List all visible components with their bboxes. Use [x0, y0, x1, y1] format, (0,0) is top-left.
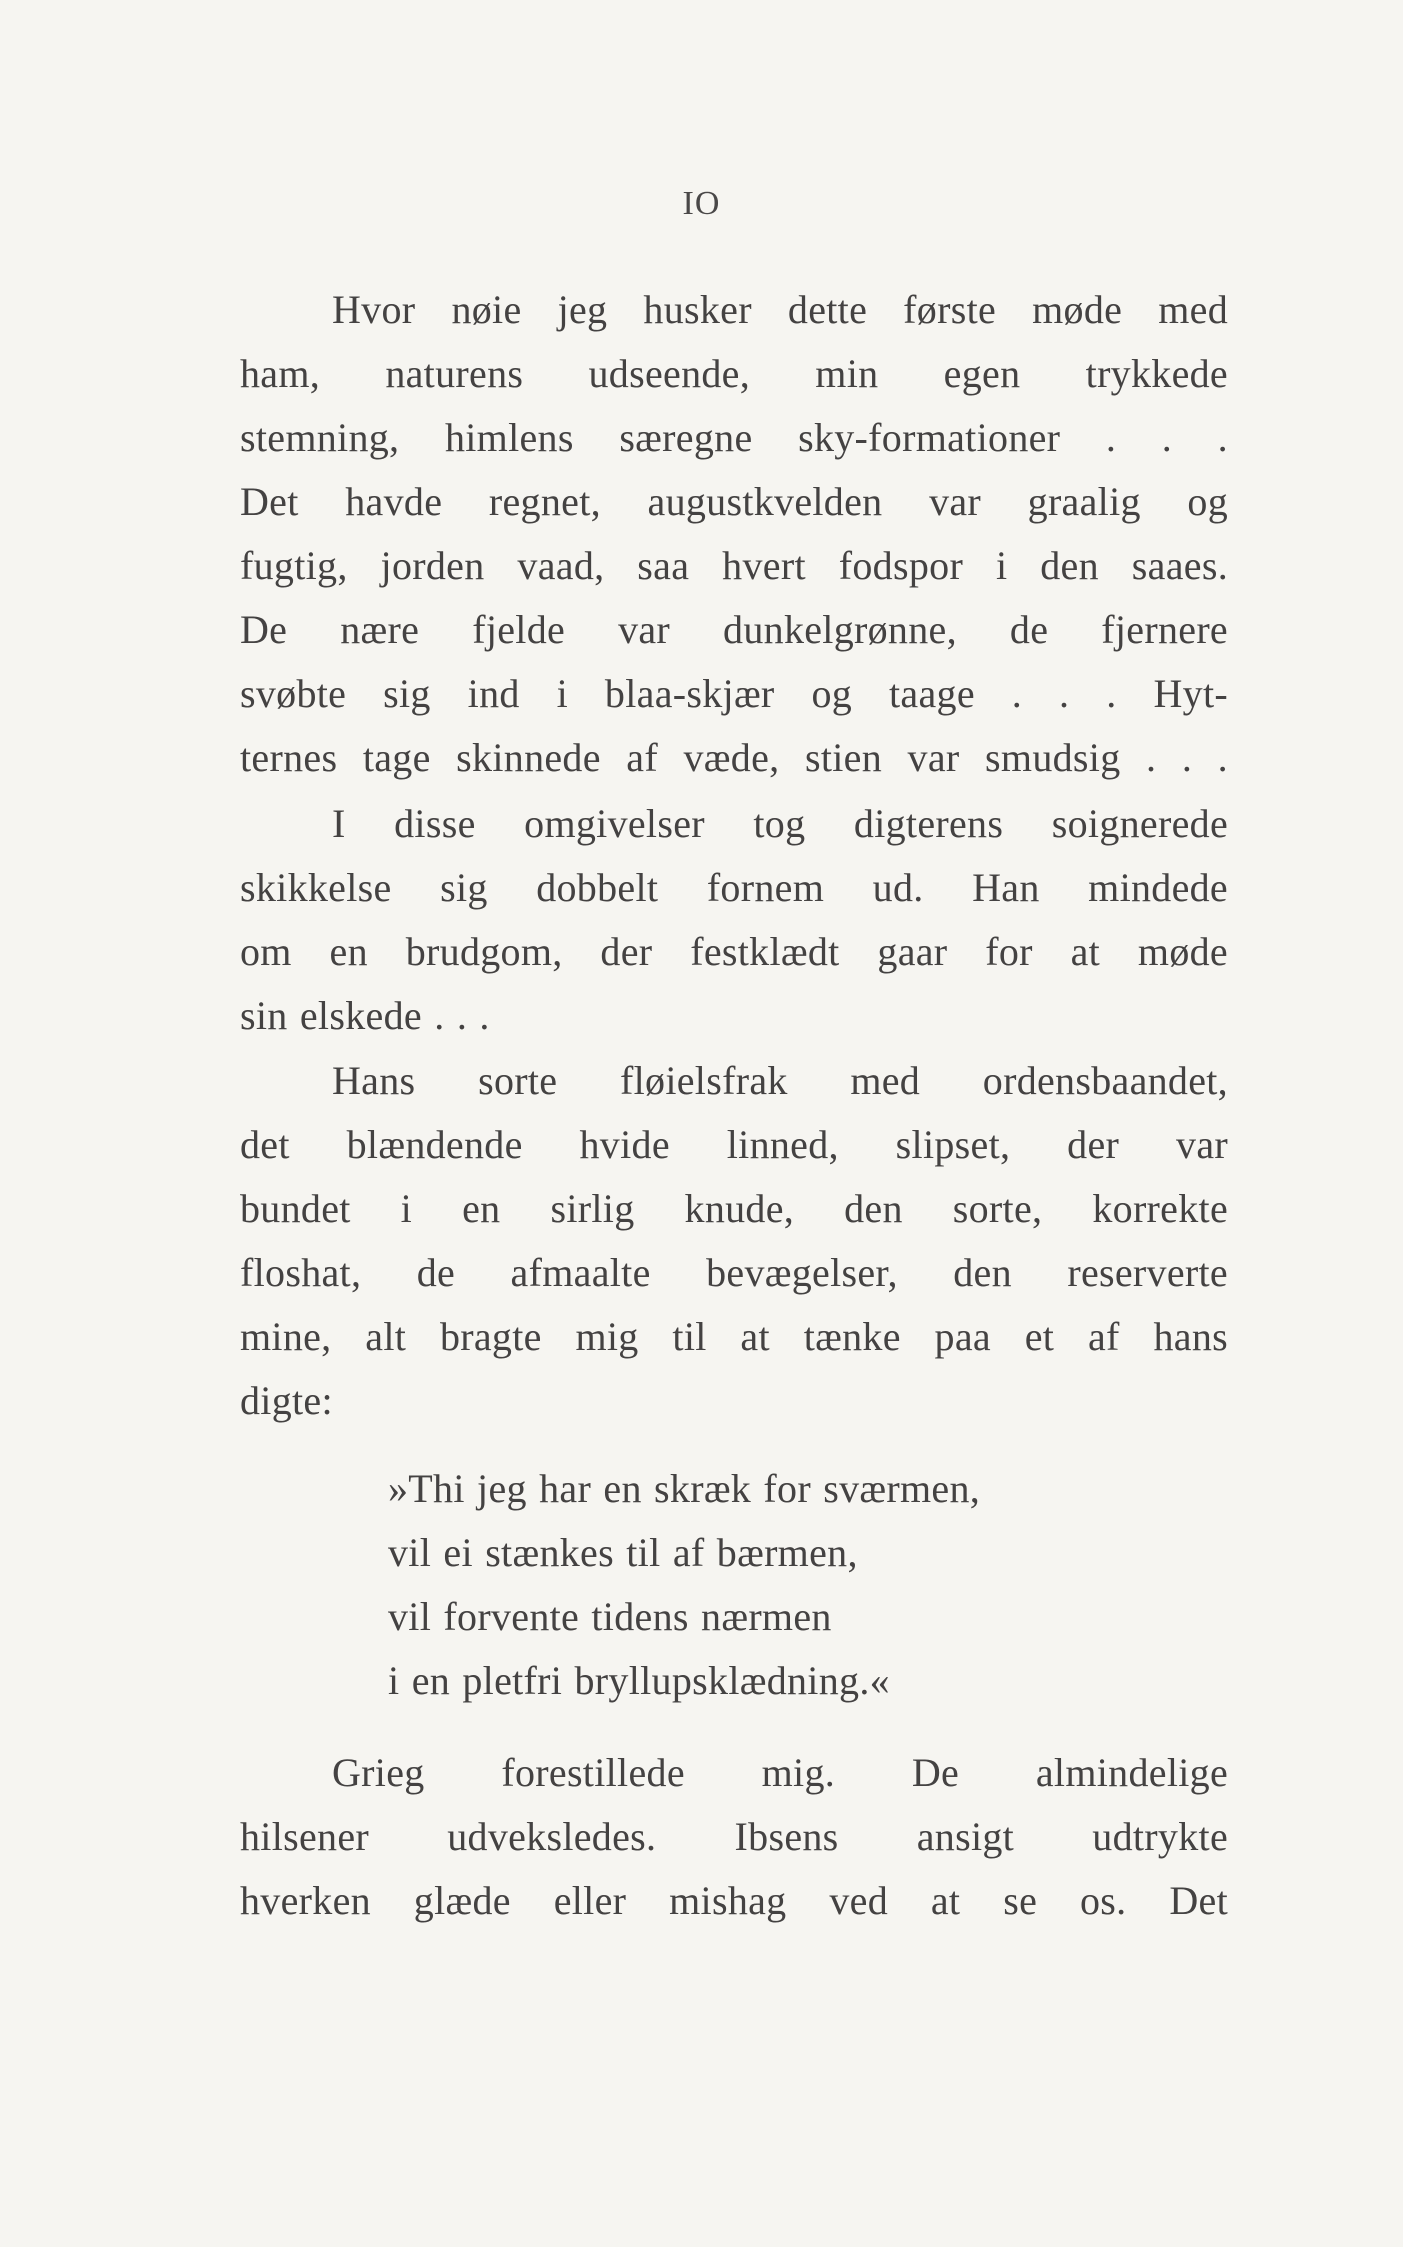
text-line: bundet i en sirlig knude, den sorte, korrekte: [240, 1186, 1228, 1231]
text-line: hilsener udveksledes. Ibsens ansigt udtrykte: [240, 1814, 1228, 1859]
text-line: digte:: [240, 1378, 333, 1423]
text-line: Hans sorte fløielsfrak med ordensbaandet,: [332, 1058, 1228, 1103]
poem-line: i en pletfri bryllupsklædning.«: [388, 1658, 890, 1703]
text-line: floshat, de afmaalte bevægelser, den reserverte: [240, 1250, 1228, 1295]
paragraph-greeting: [240, 1741, 1228, 1933]
text-line: om en brudgom, der festklædt gaar for at møde: [240, 929, 1228, 974]
page-number: IO: [682, 185, 721, 222]
text-line: Grieg forestillede mig. De almindelige: [332, 1750, 1228, 1795]
poem-line: vil ei stænkes til af bærmen,: [388, 1530, 858, 1575]
poem-quote: [388, 1457, 1188, 1713]
text-line: hverken glæde eller mishag ved at se os. Det: [240, 1878, 1228, 1923]
text-line: I disse omgivelser tog digterens soignerede: [332, 801, 1228, 846]
text-line: De nære fjelde var dunkelgrønne, de fjernere: [240, 607, 1228, 652]
poem-line: vil forvente tidens nærmen: [388, 1594, 832, 1639]
paragraph-surroundings: [240, 792, 1228, 1048]
text-line: svøbte sig ind i blaa-skjær og taage . . . Hyt-: [240, 671, 1228, 716]
text-line: stemning, himlens særegne sky-formationer . . .: [240, 415, 1228, 460]
text-line: ternes tage skinnede af væde, stien var smudsig . . .: [240, 735, 1228, 780]
text-line: Hvor nøie jeg husker dette første møde med: [332, 287, 1228, 332]
text-line: ham, naturens udseende, min egen trykkede: [240, 351, 1228, 396]
text-line: mine, alt bragte mig til at tænke paa et af hans: [240, 1314, 1228, 1359]
paragraph-first-meeting: [240, 278, 1228, 790]
text-line: fugtig, jorden vaad, saa hvert fodspor i den saaes.: [240, 543, 1228, 588]
text-line: sin elskede . . .: [240, 993, 490, 1038]
text-line: skikkelse sig dobbelt fornem ud. Han mindede: [240, 865, 1228, 910]
poem-line: »Thi jeg har en skræk for sværmen,: [388, 1466, 981, 1511]
text-line: Det havde regnet, augustkvelden var graalig og: [240, 479, 1228, 524]
text-line: det blændende hvide linned, slipset, der var: [240, 1122, 1228, 1167]
paragraph-clothing: [240, 1049, 1228, 1433]
